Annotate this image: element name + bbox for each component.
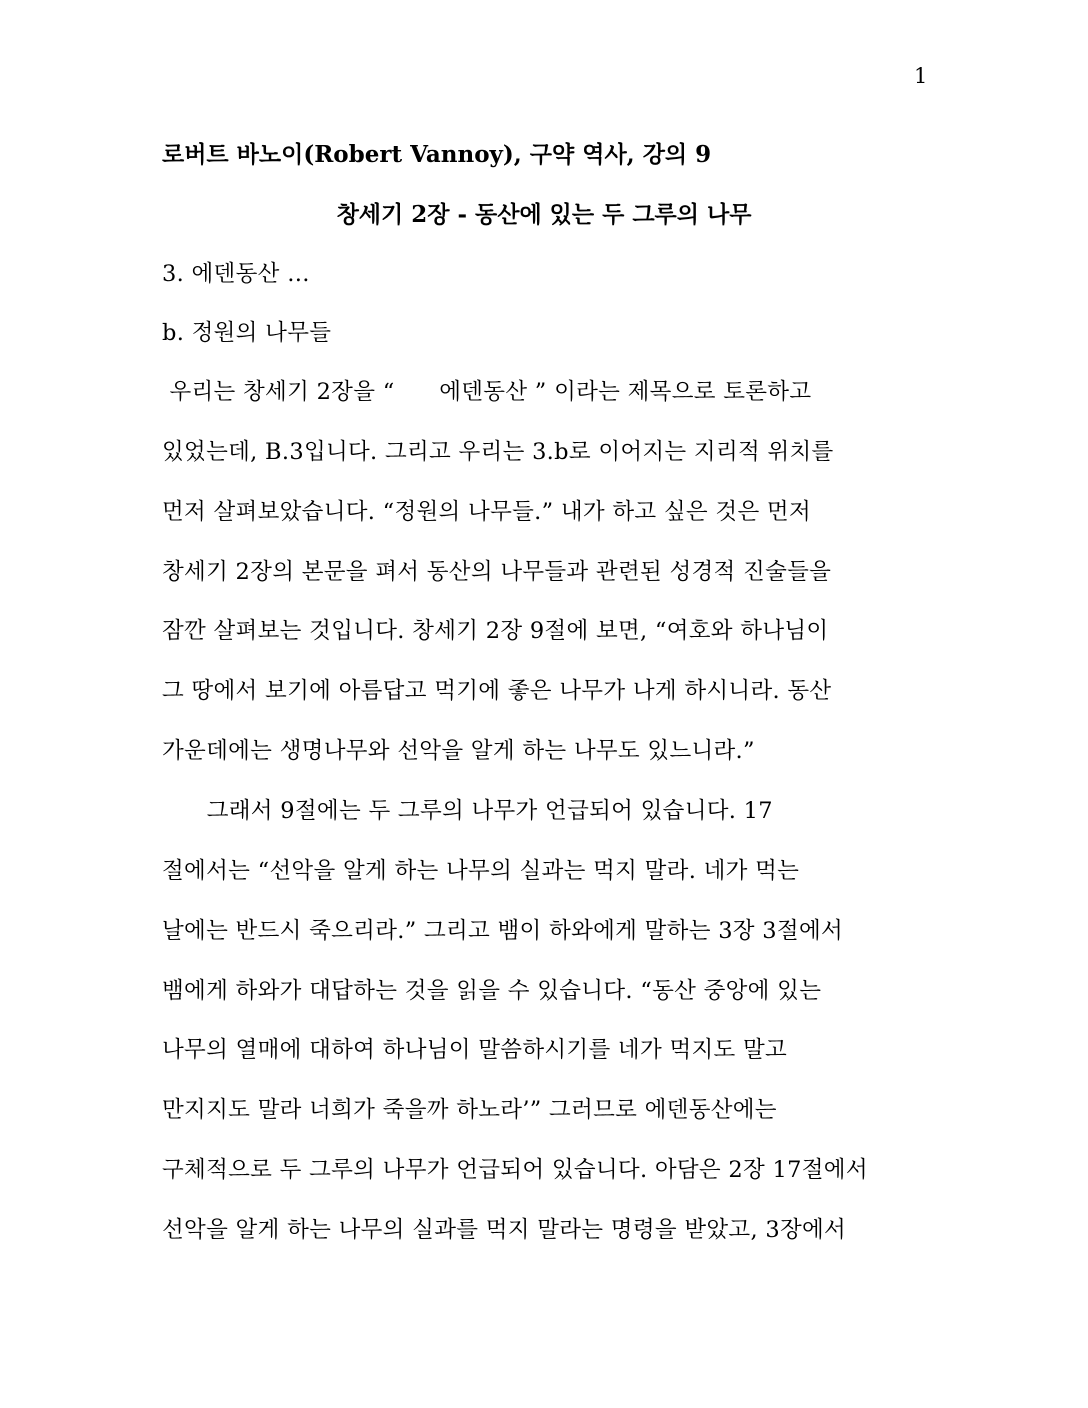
body-line: 먼저 살펴보았습니다. “정원의 나무들.” 내가 하고 싶은 것은 먼저 bbox=[162, 499, 812, 525]
body-line: 우리는 창세기 2장을 “ 에덴동산 ” 이라는 제목으로 토론하고 bbox=[162, 379, 812, 405]
body-line: 만지지도 말라 너희가 죽을까 하노라’” 그러므로 에덴동산에는 bbox=[162, 1097, 777, 1123]
body-line: 날에는 반드시 죽으리라.” 그리고 뱀이 하와에게 말하는 3장 3절에서 bbox=[162, 918, 844, 944]
body-line: 그래서 9절에는 두 그루의 나무가 언급되어 있습니다. 17 bbox=[162, 798, 773, 824]
body-line: 선악을 알게 하는 나무의 실과를 먹지 말라는 명령을 받았고, 3장에서 bbox=[162, 1217, 847, 1243]
document-title: 로버트 바노이(Robert Vannoy), 구약 역사, 강의 9 bbox=[162, 141, 712, 168]
body-line: 구체적으로 두 그루의 나무가 언급되어 있습니다. 아담은 2장 17절에서 bbox=[162, 1157, 868, 1183]
document-subtitle: 창세기 2장 - 동산에 있는 두 그루의 나무 bbox=[336, 201, 752, 228]
page-number: 1 bbox=[914, 64, 928, 88]
body-line: 잠깐 살펴보는 것입니다. 창세기 2장 9절에 보면, “여호와 하나님이 bbox=[162, 618, 829, 644]
body-line: 창세기 2장의 본문을 펴서 동산의 나무들과 관련된 성경적 진술들을 bbox=[162, 559, 832, 585]
body-line: 그 땅에서 보기에 아름답고 먹기에 좋은 나무가 나게 하시니라. 동산 bbox=[162, 678, 832, 704]
body-line: 가운데에는 생명나무와 선악을 알게 하는 나무도 있느니라.” bbox=[162, 738, 755, 764]
body-line: 뱀에게 하와가 대답하는 것을 읽을 수 있습니다. “동산 중앙에 있는 bbox=[162, 978, 822, 1004]
body-line: 절에서는 “선악을 알게 하는 나무의 실과는 먹지 말라. 네가 먹는 bbox=[162, 858, 800, 884]
body-line: 있었는데, B.3입니다. 그리고 우리는 3.b로 이어지는 지리적 위치를 bbox=[162, 439, 834, 465]
body-line: 나무의 열매에 대하여 하나님이 말씀하시기를 네가 먹지도 말고 bbox=[162, 1037, 788, 1063]
section-heading: 3. 에덴동산 … bbox=[162, 261, 310, 287]
subsection-heading: b. 정원의 나무들 bbox=[162, 320, 332, 346]
